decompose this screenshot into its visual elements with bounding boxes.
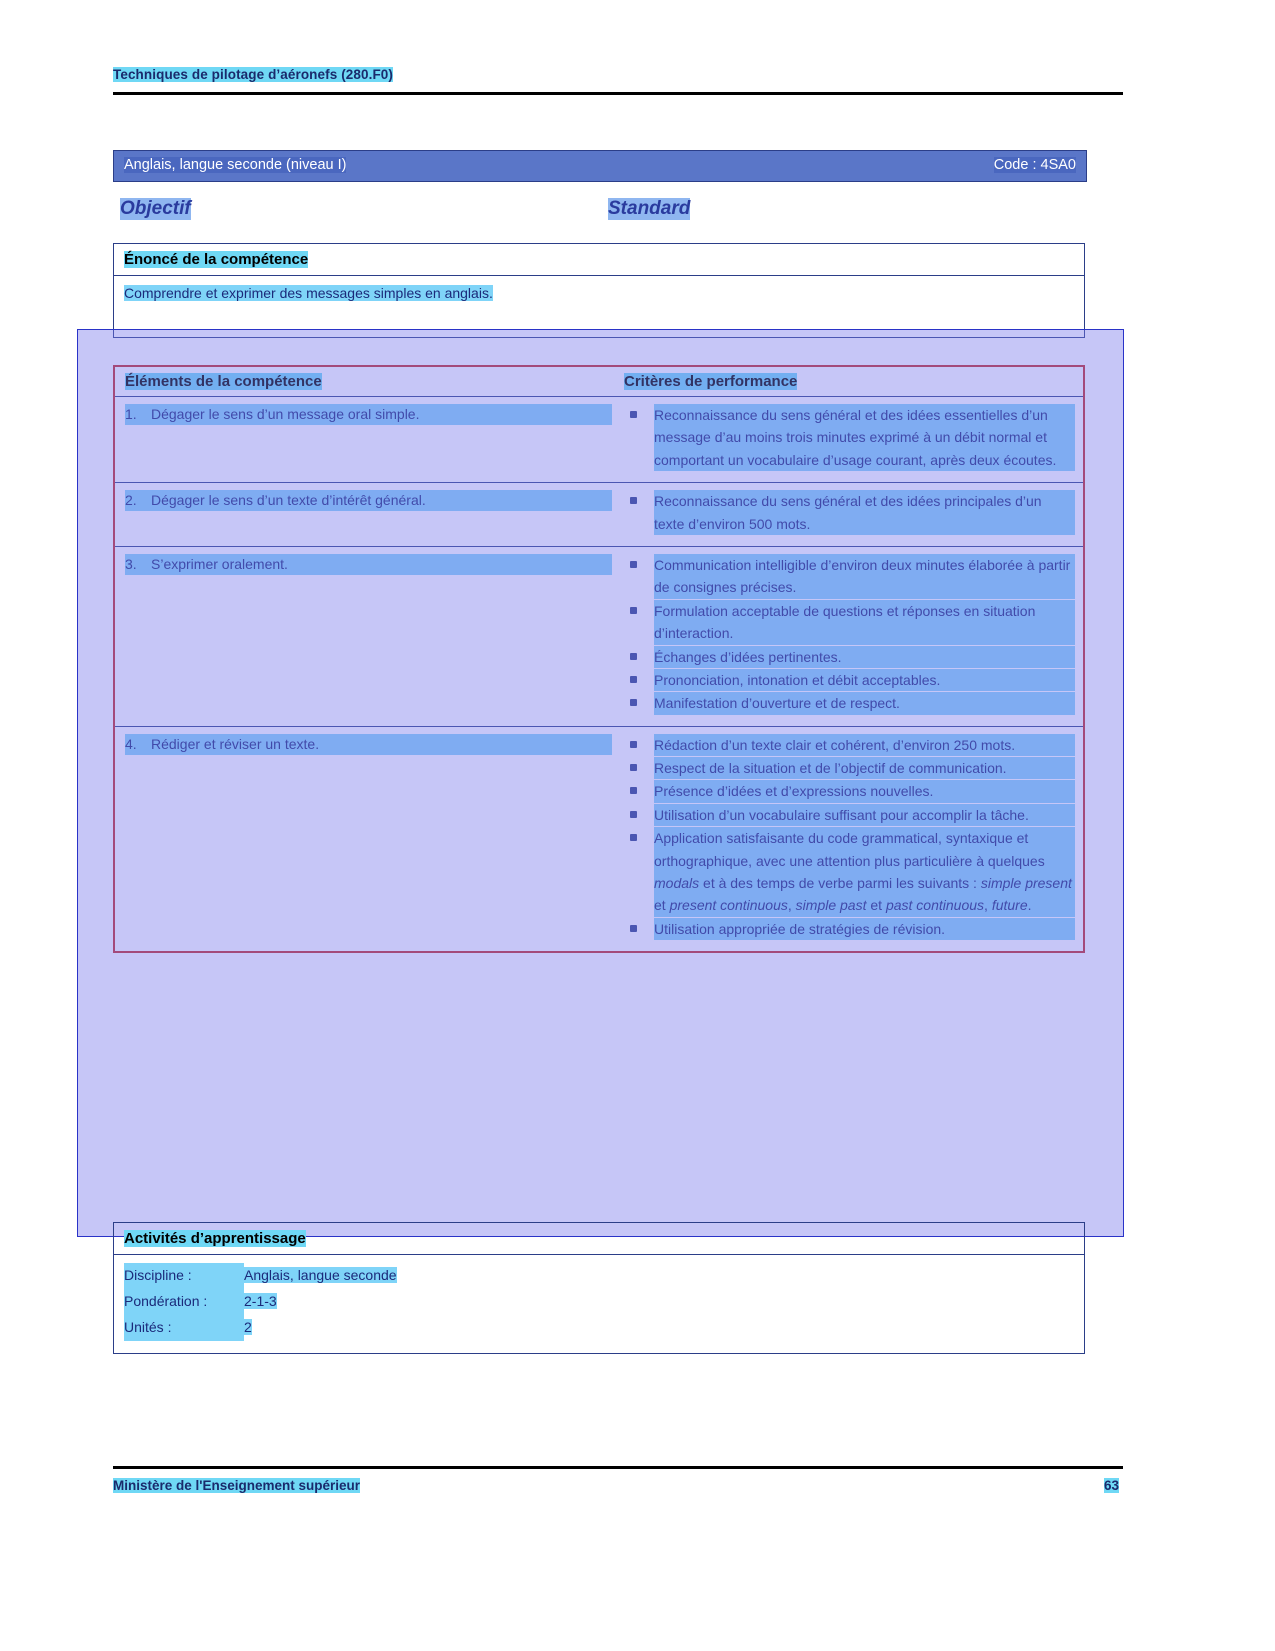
- competence-table-header-right: [620, 373, 1083, 391]
- criterion-item: [624, 490, 1075, 535]
- activity-label: Unités :: [124, 1315, 244, 1341]
- bullet-icon: [624, 692, 654, 714]
- bullet-icon: [624, 757, 654, 779]
- criterion-item: [624, 780, 1075, 802]
- criterion-text: Formulation acceptable de questions et réponses en situation d’interaction.: [654, 600, 1075, 645]
- bullet-icon: [624, 734, 654, 756]
- bullet-icon: [624, 780, 654, 802]
- criterion-item: [624, 918, 1075, 940]
- element-line: [125, 404, 612, 425]
- bullet-icon: [624, 554, 654, 576]
- table-row: [115, 727, 1083, 952]
- activity-row: [124, 1263, 1074, 1289]
- competence-table-header: [115, 367, 1083, 397]
- element-number: 2.: [125, 490, 151, 511]
- element-line: [125, 734, 612, 755]
- header-divider: [113, 92, 1123, 95]
- competence-table: [113, 365, 1085, 953]
- element-number: 4.: [125, 734, 151, 755]
- criterion-item: [624, 804, 1075, 826]
- course-name: Anglais, langue seconde (niveau I): [124, 157, 347, 173]
- activity-label: Pondération :: [124, 1289, 244, 1315]
- criterion-item: [624, 827, 1075, 917]
- footer-divider: [113, 1466, 1123, 1469]
- activity-label: Discipline :: [124, 1263, 244, 1289]
- element-number: 3.: [125, 554, 151, 575]
- activity-value: 2: [244, 1318, 252, 1335]
- table-row: [115, 483, 1083, 547]
- criterion-text: Présence d’idées et d’expressions nouvelles.: [654, 780, 1075, 802]
- element-text: Rédiger et réviser un texte.: [151, 735, 320, 752]
- criterion-item: [624, 692, 1075, 714]
- criterion-item: [624, 404, 1075, 471]
- bullet-icon: [624, 600, 654, 622]
- competence-table-header-left: [115, 373, 620, 391]
- bullet-icon: [624, 404, 654, 426]
- program-title: Techniques de pilotage d’aéronefs (280.F0): [113, 67, 394, 82]
- criterion-text: Utilisation d’un vocabulaire suffisant pour accomplir la tâche.: [654, 804, 1075, 826]
- course-title-bar: [113, 150, 1087, 182]
- element-line: [125, 490, 612, 511]
- criterion-text: Application satisfaisante du code grammatical, syntaxique et orthographique, avec une attention plus particulière à quelques modals et à des temps de verbe parmi les suivants : simple present et present continuous, simple past et past continuous, future.: [654, 827, 1075, 917]
- element-cell: [115, 483, 620, 546]
- element-cell: [115, 547, 620, 726]
- learning-activities-title-cell: [114, 1223, 1084, 1255]
- competence-statement-text: Comprendre et exprimer des messages simples en anglais.: [124, 285, 493, 301]
- criterion-text: Reconnaissance du sens général et des idées principales d’un texte d’environ 500 mots.: [654, 490, 1075, 535]
- criteria-cell: [620, 397, 1083, 482]
- criterion-item: [624, 600, 1075, 645]
- criteria-column-header: Critères de performance: [624, 373, 798, 390]
- criterion-text: Communication intelligible d’environ deux minutes élaborée à partir de consignes précises.: [654, 554, 1075, 599]
- learning-activities-body-cell: [114, 1255, 1084, 1353]
- element-text: Dégager le sens d’un message oral simple.: [151, 406, 420, 422]
- element-number: 1.: [125, 404, 151, 425]
- heading-standard: Standard: [608, 198, 691, 219]
- criterion-item: [624, 554, 1075, 599]
- criterion-text: Reconnaissance du sens général et des idées essentielles d’un message d’au moins trois minutes exprimé à un débit normal et comportant un vocabulaire d’usage courant, après deux écoutes.: [654, 404, 1075, 471]
- element-cell: [115, 397, 620, 482]
- column-headings: [120, 198, 1080, 224]
- course-code: Code : 4SA0: [993, 157, 1076, 173]
- learning-activities-box: [113, 1222, 1085, 1354]
- competence-statement-body-cell: [114, 276, 1084, 337]
- heading-objectif: Objectif: [120, 198, 191, 219]
- criteria-cell: [620, 727, 1083, 952]
- bullet-icon: [624, 804, 654, 826]
- element-text: S’exprimer oralement.: [151, 555, 288, 572]
- element-line: [125, 554, 612, 575]
- document-header: [113, 66, 1123, 84]
- table-row: [115, 397, 1083, 483]
- criterion-text: Prononciation, intonation et débit acceptables.: [654, 669, 1075, 691]
- competence-statement-box: [113, 243, 1085, 338]
- document-footer: [113, 1478, 1123, 1498]
- criterion-item: [624, 757, 1075, 779]
- criterion-text: Manifestation d’ouverture et de respect.: [654, 692, 1075, 714]
- criterion-item: [624, 646, 1075, 668]
- competence-statement-title-cell: [114, 244, 1084, 276]
- criterion-item: [624, 734, 1075, 756]
- learning-activities-title: Activités d’apprentissage: [124, 1230, 306, 1247]
- bullet-icon: [624, 490, 654, 512]
- bullet-icon: [624, 669, 654, 691]
- criterion-text: Rédaction d’un texte clair et cohérent, d’environ 250 mots.: [654, 734, 1075, 756]
- footer-ministry: Ministère de l'Enseignement supérieur: [113, 1478, 361, 1493]
- table-row: [115, 547, 1083, 727]
- page-number: 63: [1103, 1478, 1119, 1493]
- criteria-cell: [620, 547, 1083, 726]
- bullet-icon: [624, 646, 654, 668]
- criteria-cell: [620, 483, 1083, 546]
- bullet-icon: [624, 918, 654, 940]
- activity-row: [124, 1315, 1074, 1341]
- bullet-icon: [624, 827, 654, 849]
- activity-row: [124, 1289, 1074, 1315]
- criterion-text: Utilisation appropriée de stratégies de révision.: [654, 918, 1075, 940]
- activity-value: 2-1-3: [244, 1292, 277, 1309]
- criterion-item: [624, 669, 1075, 691]
- element-text: Dégager le sens d’un texte d’intérêt général.: [151, 492, 426, 509]
- criterion-text: Respect de la situation et de l’objectif de communication.: [654, 757, 1075, 779]
- criterion-text: Échanges d’idées pertinentes.: [654, 646, 1075, 668]
- competence-statement-title: Énoncé de la compétence: [124, 251, 309, 268]
- element-cell: [115, 727, 620, 952]
- elements-column-header: Éléments de la compétence: [125, 373, 322, 390]
- activity-value: Anglais, langue seconde: [244, 1267, 397, 1283]
